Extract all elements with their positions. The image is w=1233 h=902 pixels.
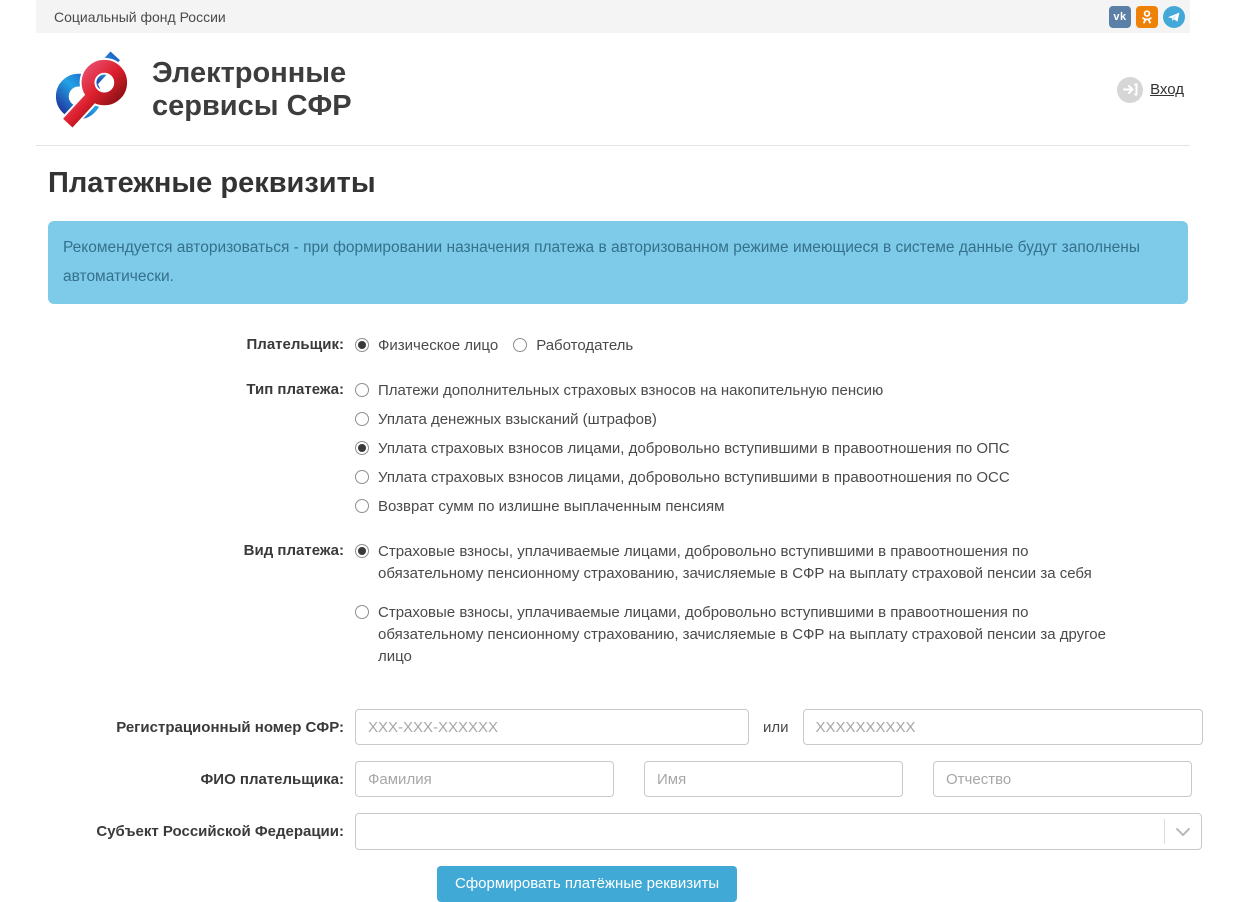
chevron-down-icon[interactable] <box>1164 819 1201 844</box>
radio-label: Страховые взносы, уплачиваемые лицами, добровольно вступившими в правоотношения по обязательному пенсионному страхованию, зачисляемые в СФР на выплату страховой пенсии за себя <box>378 543 1092 582</box>
site-title-line2: сервисы СФР <box>152 89 352 122</box>
reg-number-fields <box>355 709 1203 745</box>
radio-label: Уплата денежных взысканий (штрафов) <box>378 411 657 428</box>
page-title: Платежные реквизиты <box>48 167 376 199</box>
payment-type-options <box>355 380 1010 517</box>
reg-number-label: Регистрационный номер СФР: <box>116 718 344 736</box>
radio-label: Платежи дополнительных страховых взносов на накопительную пенсию <box>378 382 884 399</box>
telegram-icon[interactable] <box>1163 6 1185 28</box>
radio-payment-kind-1[interactable] <box>355 602 1126 668</box>
social-links <box>1109 6 1185 28</box>
radio-payment-type-1[interactable] <box>355 409 1010 430</box>
fio-label: ФИО плательщика: <box>200 770 344 788</box>
arrow-enter-glyph <box>1123 83 1138 96</box>
site-title <box>152 57 352 123</box>
top-bar <box>36 0 1190 33</box>
radio-button[interactable] <box>355 499 369 513</box>
payment-kind-label: Вид платежа: <box>243 542 344 559</box>
radio-button[interactable] <box>355 412 369 426</box>
radio-label: Уплата страховых взносов лицами, добровольно вступившими в правоотношения по ОСС <box>378 469 1010 486</box>
form-row-reg-number <box>48 709 1188 745</box>
form-row-payment-type <box>48 380 1188 517</box>
payment-kind-options <box>355 541 1126 685</box>
form-row-payment-kind <box>48 541 1188 685</box>
site-header <box>36 33 1190 146</box>
reg-number-alt-input[interactable] <box>803 709 1203 745</box>
radio-label: Возврат сумм по излишне выплаченным пенсиям <box>378 498 725 515</box>
payment-type-label: Тип платежа: <box>246 381 344 398</box>
radio-payment-type-3[interactable] <box>355 467 1010 488</box>
radio-payment-type-4[interactable] <box>355 496 1010 517</box>
ok-person-glyph <box>1139 9 1155 25</box>
submit-row <box>48 866 1188 902</box>
radio-payment-kind-0[interactable] <box>355 541 1126 585</box>
radio-button[interactable] <box>355 470 369 484</box>
login-icon[interactable] <box>1117 77 1143 103</box>
radio-button[interactable] <box>355 605 369 619</box>
form-row-fio <box>48 761 1188 797</box>
generate-requisites-button[interactable]: Сформировать платёжные реквизиты <box>437 866 737 902</box>
sfr-logo <box>48 48 135 131</box>
brand-text: Социальный фонд России <box>54 8 226 25</box>
login-link[interactable]: Вход <box>1150 81 1184 98</box>
radio-button[interactable] <box>355 544 369 558</box>
reg-number-input[interactable] <box>355 709 749 745</box>
radio-payment-type-2[interactable] <box>355 438 1010 459</box>
radio-label: Страховые взносы, уплачиваемые лицами, добровольно вступившими в правоотношения по обязательному пенсионному страхованию, зачисляемые в СФР на выплату страховой пенсии за другое лицо <box>378 604 1106 665</box>
payer-label: Плательщик: <box>246 336 344 353</box>
form-row-payer <box>48 335 1188 356</box>
auth-notice-banner: Рекомендуется авторизоваться - при формировании назначения платежа в авторизованном режиме имеющиеся в системе данные будут заполнены автоматически. <box>48 221 1188 304</box>
main-content <box>36 167 1190 902</box>
region-label: Субъект Российской Федерации: <box>96 823 344 840</box>
payer-options <box>355 335 633 356</box>
radio-payment-type-0[interactable] <box>355 380 1010 401</box>
radio-payer-individual[interactable] <box>355 335 498 356</box>
middle-name-input[interactable] <box>933 761 1192 797</box>
radio-button[interactable] <box>513 338 527 352</box>
site-title-line1: Электронные <box>152 56 347 89</box>
first-name-input[interactable] <box>644 761 903 797</box>
radio-button[interactable] <box>355 383 369 397</box>
radio-label: Работодатель <box>536 337 634 354</box>
radio-label: Уплата страховых взносов лицами, добровольно вступившими в правоотношения по ОПС <box>378 440 1010 457</box>
paper-plane-glyph <box>1167 10 1181 24</box>
radio-button[interactable] <box>355 338 369 352</box>
radio-button[interactable] <box>355 441 369 455</box>
vk-icon[interactable]: vk <box>1109 6 1131 28</box>
odnoklassniki-icon[interactable] <box>1136 6 1158 28</box>
or-text: или <box>763 718 789 736</box>
radio-payer-employer[interactable] <box>513 335 633 356</box>
login-area[interactable] <box>1117 77 1184 103</box>
payment-details-form <box>48 335 1188 902</box>
fio-fields <box>355 761 1192 797</box>
region-select[interactable] <box>355 813 1202 850</box>
radio-label: Физическое лицо <box>378 337 499 354</box>
last-name-input[interactable] <box>355 761 614 797</box>
form-row-region <box>48 813 1188 850</box>
